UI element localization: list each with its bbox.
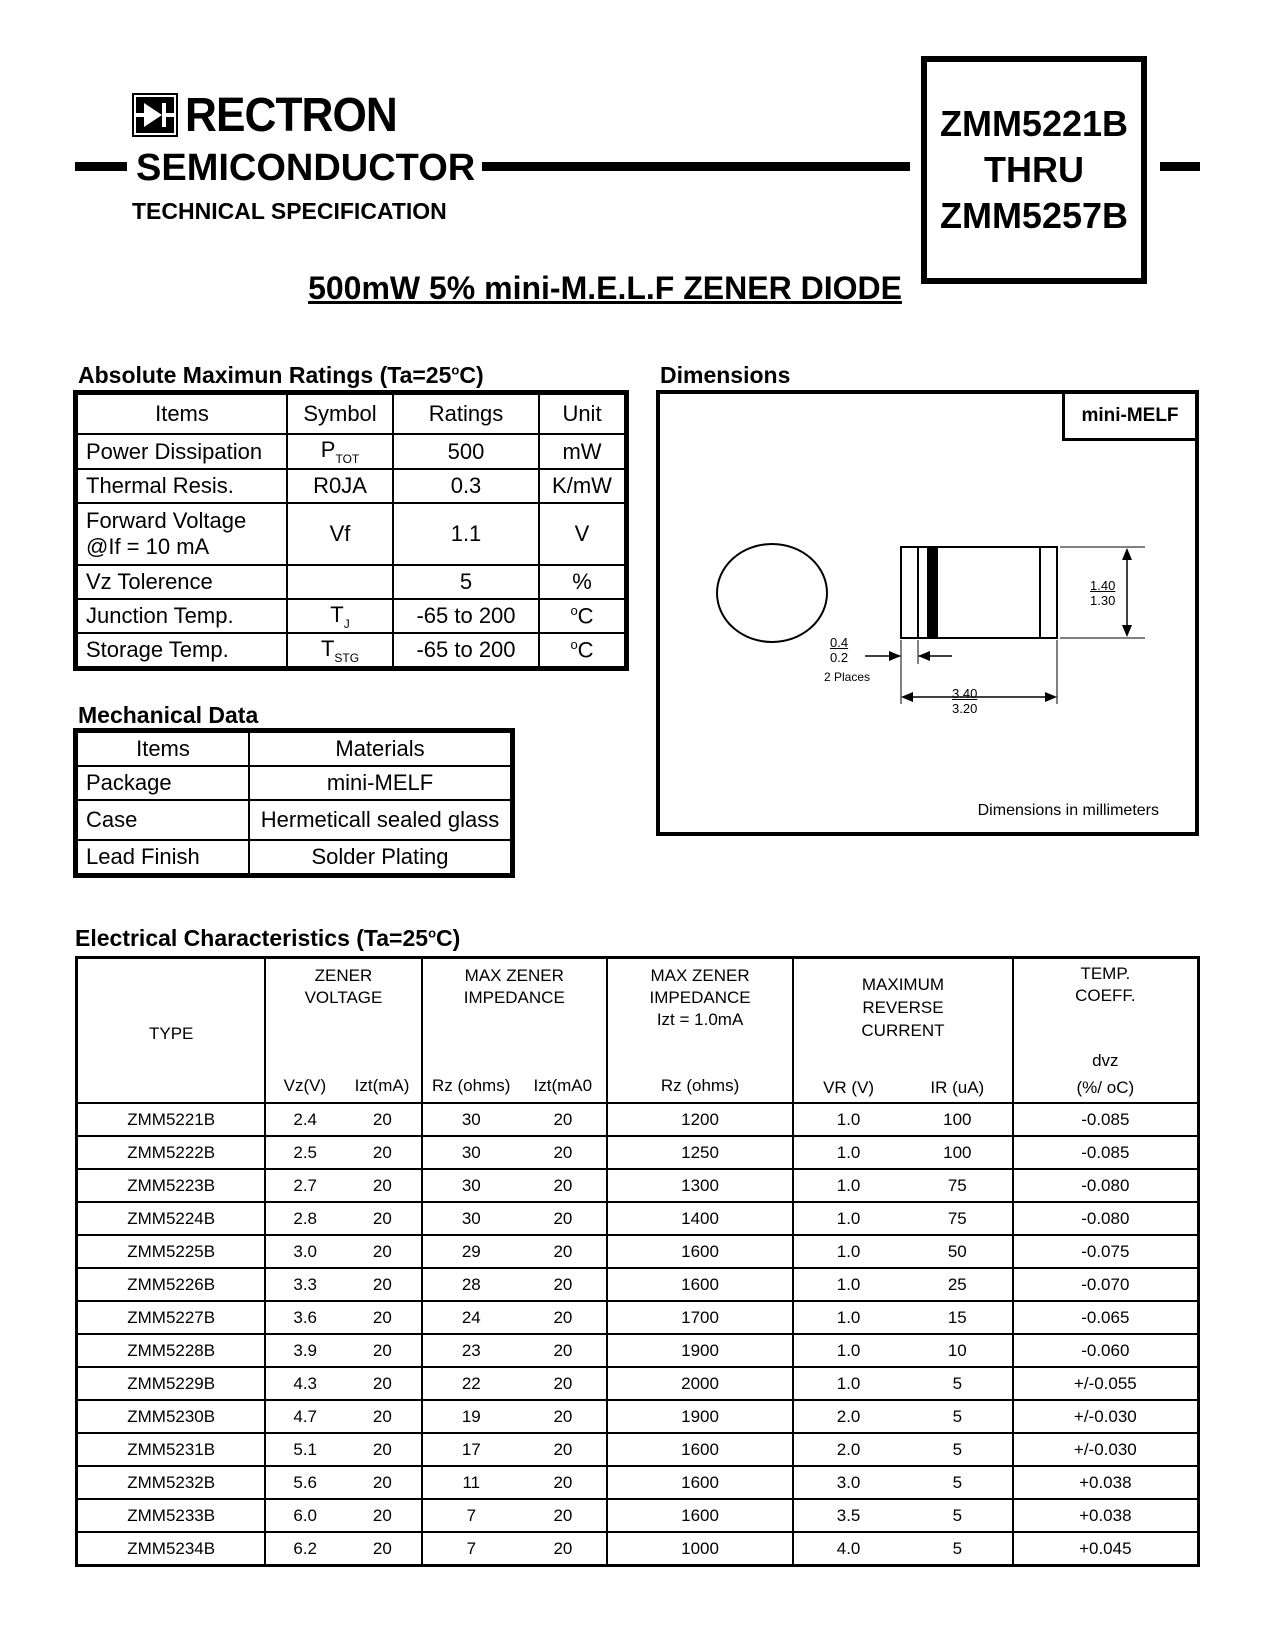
ratings-col-ratings: Ratings (393, 394, 539, 434)
ratings-item: Junction Temp. (77, 599, 287, 633)
table-cell: 20 (344, 1532, 422, 1564)
col-zener-voltage: ZENER VOLTAGE Vz(V) Izt(mA) (265, 959, 421, 1102)
col-temp-coeff: TEMP. COEFF. dvz (%/ oC) (1013, 959, 1197, 1102)
table-cell: 6.0 (265, 1499, 344, 1532)
table-row (78, 1334, 1197, 1367)
sub-temp-unit: (%/ oC) (1076, 1078, 1135, 1097)
division-name: SEMICONDUCTOR (136, 147, 476, 189)
table-cell: 2.7 (265, 1169, 344, 1202)
ratings-unit: $^o$C (539, 599, 625, 633)
table-cell: 1900 (607, 1400, 793, 1433)
table-cell: 20 (520, 1103, 607, 1136)
table-cell: 1600 (607, 1499, 793, 1532)
table-cell: ZMM5226B (78, 1268, 265, 1301)
table-cell: 1400 (607, 1202, 793, 1235)
table-cell: 20 (520, 1532, 607, 1564)
table-cell: -0.085 (1013, 1136, 1197, 1169)
ratings-symbol: Vf (287, 503, 393, 565)
table-cell: 20 (344, 1499, 422, 1532)
table-cell: 1600 (607, 1466, 793, 1499)
table-cell: 3.0 (793, 1466, 903, 1499)
table-cell: 1600 (607, 1433, 793, 1466)
table-cell: 1.0 (793, 1103, 903, 1136)
table-cell: 20 (520, 1334, 607, 1367)
sub-izt2: Izt(mA0 (533, 1076, 593, 1095)
ratings-symbol (287, 565, 393, 599)
table-cell: 20 (520, 1400, 607, 1433)
table-cell: 1000 (607, 1532, 793, 1564)
table-cell: -0.085 (1013, 1103, 1197, 1136)
mechanical-heading: Mechanical Data (78, 702, 259, 728)
table-cell: 20 (344, 1169, 422, 1202)
table-cell: 5 (903, 1433, 1013, 1466)
sub-izt: Izt(mA) (354, 1076, 410, 1095)
table-cell: 5 (903, 1367, 1013, 1400)
table-cell: ZMM5228B (78, 1334, 265, 1367)
table-cell: +/-0.030 (1013, 1433, 1197, 1466)
table-cell: 20 (344, 1202, 422, 1235)
table-row (78, 1268, 1197, 1301)
ratings-col-unit: Unit (539, 394, 625, 434)
table-cell: 4.0 (793, 1532, 903, 1564)
part-to: ZMM5257B (939, 195, 1129, 236)
mech-item: Package (77, 766, 249, 800)
table-cell: 30 (422, 1136, 520, 1169)
part-thru: THRU (984, 149, 1084, 190)
table-cell: 20 (520, 1433, 607, 1466)
table-cell: ZMM5224B (78, 1202, 265, 1235)
table-cell: 10 (903, 1334, 1013, 1367)
table-cell: 25 (903, 1268, 1013, 1301)
table-cell: 1250 (607, 1136, 793, 1169)
ratings-value: -65 to 200 (393, 633, 539, 667)
table-cell: 30 (422, 1169, 520, 1202)
table-cell: ZMM5231B (78, 1433, 265, 1466)
table-row (78, 1169, 1197, 1202)
sub-vr: VR (V) (823, 1078, 875, 1097)
header-rule-right (1160, 162, 1200, 171)
table-cell: 20 (520, 1268, 607, 1301)
table-cell: 20 (344, 1103, 422, 1136)
table-cell: 1.0 (793, 1202, 903, 1235)
table-cell: 50 (903, 1235, 1013, 1268)
ratings-unit: $^o$C (539, 633, 625, 667)
header-rule-middle (482, 162, 910, 171)
table-cell: 20 (344, 1334, 422, 1367)
table-row (78, 1103, 1197, 1136)
table-cell: 1.0 (793, 1334, 903, 1367)
length-dimension: 3.40 3.20 (952, 686, 978, 716)
table-cell: 3.5 (793, 1499, 903, 1532)
table-cell: 3.6 (265, 1301, 344, 1334)
sub-vz: Vz(V) (283, 1076, 327, 1095)
rectron-logo-icon (132, 93, 178, 137)
table-cell: 19 (422, 1400, 520, 1433)
table-cell: 20 (520, 1136, 607, 1169)
table-cell: 1.0 (793, 1169, 903, 1202)
table-cell: 1600 (607, 1268, 793, 1301)
technical-specification-label: TECHNICAL SPECIFICATION (132, 198, 447, 224)
table-cell: 3.3 (265, 1268, 344, 1301)
ratings-table (76, 393, 626, 668)
ratings-value: 1.1 (393, 503, 539, 565)
table-cell: 100 (903, 1103, 1013, 1136)
ratings-item: Forward Voltage @If = 10 mA (77, 503, 287, 565)
col-type: TYPE (78, 959, 265, 1102)
mech-material: Hermeticall sealed glass (249, 800, 511, 840)
table-cell: 1900 (607, 1334, 793, 1367)
ratings-value: -65 to 200 (393, 599, 539, 633)
table-cell: ZMM5221B (78, 1103, 265, 1136)
diameter-dimension: 1.40 1.30 (1090, 578, 1116, 608)
table-cell: 15 (903, 1301, 1013, 1334)
part-from: ZMM5221B (939, 103, 1129, 144)
band-note: 2 Places (824, 670, 871, 684)
table-cell: ZMM5230B (78, 1400, 265, 1433)
table-row (78, 1466, 1197, 1499)
table-cell: 1.0 (793, 1301, 903, 1334)
table-cell: 20 (520, 1499, 607, 1532)
table-cell: 2.8 (265, 1202, 344, 1235)
table-cell: 17 (422, 1433, 520, 1466)
table-cell: 20 (520, 1301, 607, 1334)
electrical-table (75, 956, 1200, 1567)
table-cell: 5 (903, 1466, 1013, 1499)
ratings-item: Power Dissipation (77, 434, 287, 469)
table-cell: 22 (422, 1367, 520, 1400)
table-cell: ZMM5225B (78, 1235, 265, 1268)
table-cell: 5.1 (265, 1433, 344, 1466)
table-cell: +/-0.030 (1013, 1400, 1197, 1433)
ratings-symbol: $T_{STG}$ (287, 633, 393, 667)
table-row (78, 1367, 1197, 1400)
table-cell: -0.075 (1013, 1235, 1197, 1268)
ratings-item: Vz Tolerence (77, 565, 287, 599)
table-cell: 75 (903, 1202, 1013, 1235)
table-cell: ZMM5229B (78, 1367, 265, 1400)
table-row (78, 1499, 1197, 1532)
ratings-unit: K/mW (539, 469, 625, 503)
table-cell: ZMM5227B (78, 1301, 265, 1334)
table-row (78, 1532, 1197, 1564)
table-cell: 2000 (607, 1367, 793, 1400)
col-max-zener-impedance-2: MAX ZENER IMPEDANCE Izt = 1.0mA Rz (ohms) (607, 959, 793, 1102)
table-cell: +0.038 (1013, 1499, 1197, 1532)
table-cell: 1.0 (793, 1136, 903, 1169)
ratings-symbol: $P_{TOT}$ (287, 434, 393, 469)
table-cell: 1600 (607, 1235, 793, 1268)
table-cell: -0.080 (1013, 1202, 1197, 1235)
sub-rz: Rz (ohms) (431, 1076, 511, 1095)
table-cell: -0.070 (1013, 1268, 1197, 1301)
table-cell: ZMM5222B (78, 1136, 265, 1169)
part-number-box (921, 56, 1147, 284)
mech-material: mini-MELF (249, 766, 511, 800)
table-cell: 2.0 (793, 1400, 903, 1433)
mech-item: Case (77, 800, 249, 840)
electrical-heading: Electrical Characteristics $(Ta=25^oC)$ (75, 925, 461, 951)
table-cell: -0.060 (1013, 1334, 1197, 1367)
ratings-symbol: R0JA (287, 469, 393, 503)
header-rule-left (75, 162, 127, 171)
table-cell: 1700 (607, 1301, 793, 1334)
table-cell: 20 (344, 1367, 422, 1400)
table-row (78, 1202, 1197, 1235)
table-cell: 7 (422, 1499, 520, 1532)
table-cell: 20 (344, 1301, 422, 1334)
table-cell: 5.6 (265, 1466, 344, 1499)
table-cell: 4.7 (265, 1400, 344, 1433)
table-cell: 2.4 (265, 1103, 344, 1136)
table-cell: 20 (520, 1367, 607, 1400)
ratings-item: Thermal Resis. (77, 469, 287, 503)
table-cell: 20 (344, 1235, 422, 1268)
table-cell: 20 (520, 1235, 607, 1268)
col-max-reverse-current: MAXIMUM REVERSE CURRENT VR (V) IR (uA) (793, 959, 1012, 1102)
dimensions-note: Dimensions in millimeters (977, 802, 1159, 819)
ratings-unit: mW (539, 434, 625, 469)
ratings-item: Storage Temp. (77, 633, 287, 667)
page-title: 500mW 5% mini-M.E.L.F ZENER DIODE (308, 270, 902, 306)
ratings-col-items: Items (77, 394, 287, 434)
table-cell: 30 (422, 1202, 520, 1235)
table-cell: 1300 (607, 1169, 793, 1202)
table-cell: -0.080 (1013, 1169, 1197, 1202)
table-cell: +/-0.055 (1013, 1367, 1197, 1400)
table-cell: 7 (422, 1532, 520, 1564)
table-row (78, 1235, 1197, 1268)
ratings-col-symbol: Symbol (287, 394, 393, 434)
table-row (78, 1301, 1197, 1334)
table-cell: 75 (903, 1169, 1013, 1202)
table-cell: 4.3 (265, 1367, 344, 1400)
mech-col-materials: Materials (249, 732, 511, 766)
ratings-unit: V (539, 503, 625, 565)
table-cell: 23 (422, 1334, 520, 1367)
table-cell: 2.5 (265, 1136, 344, 1169)
table-cell: 1.0 (793, 1268, 903, 1301)
table-cell: 20 (344, 1268, 422, 1301)
mech-material: Solder Plating (249, 840, 511, 874)
table-cell: +0.038 (1013, 1466, 1197, 1499)
dimensions-heading: Dimensions (660, 362, 791, 388)
table-cell: 1.0 (793, 1367, 903, 1400)
table-cell: 3.9 (265, 1334, 344, 1367)
ratings-value: 500 (393, 434, 539, 469)
table-cell: 29 (422, 1235, 520, 1268)
package-label: mini-MELF (1062, 394, 1195, 441)
table-cell: 100 (903, 1136, 1013, 1169)
mini-melf-outline-icon (660, 394, 1195, 832)
table-cell: 2.0 (793, 1433, 903, 1466)
table-cell: 20 (344, 1466, 422, 1499)
table-cell: 24 (422, 1301, 520, 1334)
table-row (78, 1136, 1197, 1169)
table-cell: 11 (422, 1466, 520, 1499)
table-cell: 20 (520, 1202, 607, 1235)
table-cell: 6.2 (265, 1532, 344, 1564)
table-cell: 20 (344, 1433, 422, 1466)
sub-rz2: Rz (ohms) (660, 1076, 740, 1095)
sub-ir: IR (uA) (930, 1078, 985, 1097)
ratings-value: 0.3 (393, 469, 539, 503)
mechanical-table (76, 731, 512, 875)
mech-item: Lead Finish (77, 840, 249, 874)
table-cell: 5 (903, 1400, 1013, 1433)
col-max-zener-impedance: MAX ZENER IMPEDANCE Rz (ohms) Izt(mA0 (422, 959, 607, 1102)
dimensions-drawing (656, 390, 1199, 836)
ratings-symbol: $T_J$ (287, 599, 393, 633)
table-cell: 5 (903, 1532, 1013, 1564)
table-cell: ZMM5233B (78, 1499, 265, 1532)
table-cell: 20 (344, 1136, 422, 1169)
table-cell: +0.045 (1013, 1532, 1197, 1564)
table-cell: 20 (344, 1400, 422, 1433)
table-cell: 5 (903, 1499, 1013, 1532)
brand-name: RECTRON (185, 89, 397, 142)
table-cell: 20 (520, 1466, 607, 1499)
band-dimension: 0.4 0.2 (830, 635, 849, 665)
table-cell: 1.0 (793, 1235, 903, 1268)
table-cell: ZMM5234B (78, 1532, 265, 1564)
ratings-value: 5 (393, 565, 539, 599)
table-cell: 30 (422, 1103, 520, 1136)
table-cell: 3.0 (265, 1235, 344, 1268)
table-cell: 28 (422, 1268, 520, 1301)
table-cell: ZMM5232B (78, 1466, 265, 1499)
ratings-heading: Absolute Maximun Ratings $(Ta=25^oC)$ (78, 362, 484, 388)
table-cell: 20 (520, 1169, 607, 1202)
table-row (78, 1400, 1197, 1433)
table-cell: -0.065 (1013, 1301, 1197, 1334)
table-cell: ZMM5223B (78, 1169, 265, 1202)
ratings-unit: % (539, 565, 625, 599)
mech-col-items: Items (77, 732, 249, 766)
table-cell: 1200 (607, 1103, 793, 1136)
table-row (78, 1433, 1197, 1466)
